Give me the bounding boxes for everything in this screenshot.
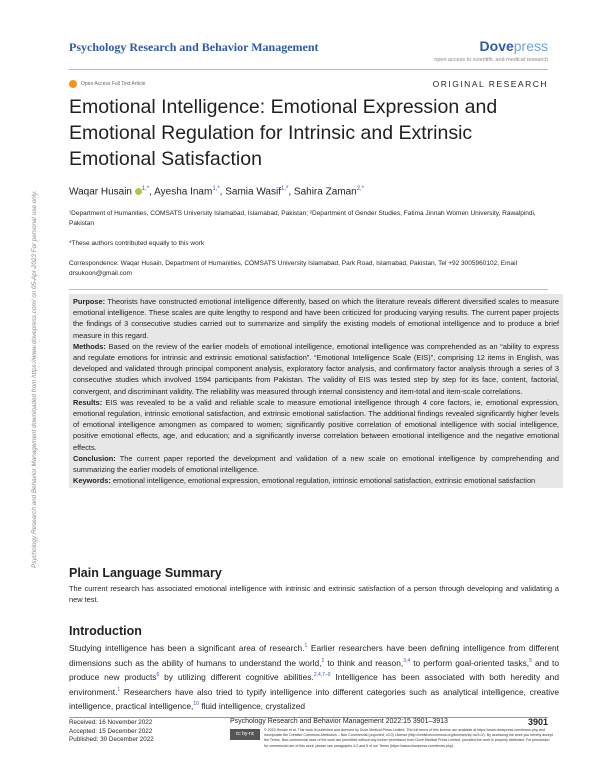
citation-link[interactable]: 1 — [117, 686, 121, 693]
received-date: Received: 16 November 2022 — [69, 719, 153, 726]
open-access-text: Open Access Full Text Article — [81, 81, 146, 87]
author-affiliation-mark: 1,* — [281, 186, 289, 192]
author-name[interactable]: Sahira Zaman — [293, 186, 357, 198]
correspondence: Correspondence: Waqar Husain, Department of Humanities, COMSATS University Islamabad, Park Road, Islamabad, Pakistan, Tel +92 3005960102, Email drsukoon@gmail.com — [69, 260, 518, 277]
published-date: Published: 30 December 2022 — [69, 736, 154, 743]
affiliations: ¹Department of Humanities, COMSATS University Islamabad, Islamabad, Pakistan; ²Department of Gender Studies, Fatima Jinnah Women University, Rawalpindi, Pakistan — [69, 210, 536, 227]
footer-citation: Psychology Research and Behavior Management 2022:15 3901–3913 — [230, 718, 448, 725]
header-divider — [69, 69, 548, 70]
author-affiliation-mark: 2,* — [356, 186, 365, 192]
page-number: 3901 — [527, 717, 548, 727]
introduction-heading: Introduction — [69, 624, 142, 638]
open-access-icon — [69, 80, 77, 88]
intro-text: to think and reason, — [324, 657, 404, 668]
intro-text: and to produce new products — [69, 657, 560, 682]
orcid-icon[interactable] — [135, 188, 142, 195]
intro-text: Researchers have also tried to typify intelligence into different categories such as analytical intelligence, creative intelligence, practical intelligence, — [69, 686, 559, 711]
abstract-purpose — [73, 296, 559, 341]
plain-language-text: The current research has associated emotional intelligence with intrinsic and extrinsic satisfaction of a person through developing and validating a new test. — [69, 584, 559, 604]
author-name[interactable]: Ayesha Inam — [154, 186, 213, 198]
author-affiliation-mark: 1,* — [141, 186, 150, 192]
intro-text: Studying intelligence has been a significant area of research. — [69, 642, 305, 653]
author-list: Waqar Husain $^{1,*}$, Ayesha Inam$^{1,*}$, Samia Wasif$^{1,*}$, Sahira Zaman$^{2,*}$ — [69, 186, 365, 198]
intro-text: fluid intelligence, crystalized — [198, 700, 306, 711]
citation-link[interactable]: 2 — [321, 657, 325, 664]
publisher-logo — [480, 38, 548, 54]
intro-text: to perform goal-oriented tasks, — [410, 657, 530, 668]
author-name[interactable]: Waqar Husain — [69, 186, 132, 198]
purpose-text: Theorists have constructed emotional intelligence differently, based on which the literature reveals different diversified scales to measure emotional intelligence. These scales are quite lengthy to respond and have been criticized for producing varying results. The current paper projects the findings of 3 consecutive studies carried out to summarize and simplify the existing models of emotional intelligence and to produce a brief measure in this regard. — [73, 297, 559, 340]
citation-link[interactable]: 2,4,7–9 — [313, 672, 331, 678]
citation-link[interactable]: 1 — [304, 643, 308, 649]
citation-link[interactable]: 10 — [193, 701, 199, 707]
results-text: EIS was revealed to be a valid and reliable scale to measure emotional intelligence through 4 core factors, ie, emotional expression, emotional regulation, intrinsic emotional satisfaction, and extrinsic emotional satisfaction. The additional findings revealed significantly higher levels of emotional intelligence amongmen as compared to women; significantly positive correlation of emotional intelligence with social intelligence, positive emotional effects, age, and education; and a significantly inverse correlation between emotional intelligence and the negative emotional effects. — [73, 397, 559, 452]
equal-contribution-note: *These authors contributed equally to this work — [69, 240, 205, 247]
publication-dates — [69, 719, 154, 745]
cc-license-icon[interactable]: cc by-nc — [230, 729, 260, 740]
author-affiliation-mark: 1,* — [212, 186, 220, 192]
intro-text: Earlier researchers have been defining intelligence from different dimensions such as the ability of humans to understand the world, — [69, 642, 559, 668]
keywords-text: emotional intelligence, emotional expression, emotional regulation, intrinsic emotional satisfaction, extrinsic emotional satisfaction — [112, 476, 536, 486]
author-name[interactable]: Samia Wasif — [225, 186, 281, 198]
brand-bold: Dove — [479, 38, 514, 54]
citation-link[interactable]: 3,4 — [403, 657, 411, 664]
citation-link[interactable]: 6 — [156, 672, 160, 678]
abstract-methods — [73, 341, 559, 397]
plain-language-heading: Plain Language Summary — [69, 566, 222, 580]
open-access-label — [69, 80, 145, 88]
accepted-date: Accepted: 15 December 2022 — [69, 727, 153, 735]
keywords-label: Keywords: — [73, 476, 111, 486]
results-label: Results: — [73, 397, 103, 407]
article-title: Emotional Intelligence: Emotional Expression and Emotional Regulation for Intrinsic and Extrinsic Emotional Satisfaction — [69, 96, 498, 170]
intro-text: Intelligence has been associated with both heredity and environment. — [69, 671, 560, 697]
brand-light: press — [513, 38, 548, 54]
abstract-divider — [69, 289, 548, 290]
methods-text: Based on the review of the earlier models of emotional intelligence, emotional intelligence was comprehended as an “ability to express and regulate emotions for intrinsic and extrinsic emotional satisfaction”. “Emotional Intelligence Scale (EIS)”, comprising 12 items in English, was developed and validated through principal component analysis, exploratory factor analysis, and confirmatory factor analysis through a series of 3 consecutive studies which involved 1594 participants from Pakistan. The validity of EIS was tested step by step for its face, content, factorial, convergent, and discriminant validity. The reliability was measured through internal consistency and item-total and item-scale correlations. — [73, 341, 559, 396]
publisher-tagline: open access to scientific and medical research — [434, 57, 548, 63]
conclusion-text: The current paper reported the development and validation of a new scale on emotional intelligence by comprehending and summarizing the earlier models of emotional intelligence. — [73, 453, 560, 475]
intro-text: by utilizing different cognitive abilities. — [159, 671, 314, 682]
journal-name: Psychology Research and Behavior Management — [69, 40, 319, 54]
methods-label: Methods: — [73, 341, 106, 351]
section-label: ORIGINAL RESEARCH — [432, 79, 548, 89]
license-text: © 2022 Husain et al. This work is published and licensed by Dove Medical Press Limited. The full terms of this license are available at https://www.dovepress.com/terms.php and incorporate the Creative Commons Attribution – Non Commercial (unported, v3.0) License (http://creativecommons.org/licenses/by-nc/3.0/). By accessing the work you hereby accept the Terms. Non-commercial uses of the work are permitted without any further permission from Dove Medical Press Limited, provided the work is properly attributed. For permission for commercial use of this work, please see paragraphs 4.2 and 5 of our Terms (https://www.dovepress.com/terms.php). — [264, 728, 553, 748]
abstract-results — [73, 397, 559, 453]
conclusion-label: Conclusion: — [73, 453, 116, 463]
abstract-conclusion — [73, 453, 559, 475]
purpose-label: Purpose: — [73, 297, 106, 306]
introduction-text — [69, 640, 559, 713]
abstract-box — [69, 294, 563, 488]
abstract-keywords — [73, 475, 559, 486]
watermark-text: Psychology Research and Behavior Management downloaded from https://www.dovepress.com/ on 05-Apr-2023 For personal use only. — [31, 190, 38, 568]
citation-link[interactable]: 5 — [529, 657, 532, 664]
download-watermark — [30, 148, 40, 568]
